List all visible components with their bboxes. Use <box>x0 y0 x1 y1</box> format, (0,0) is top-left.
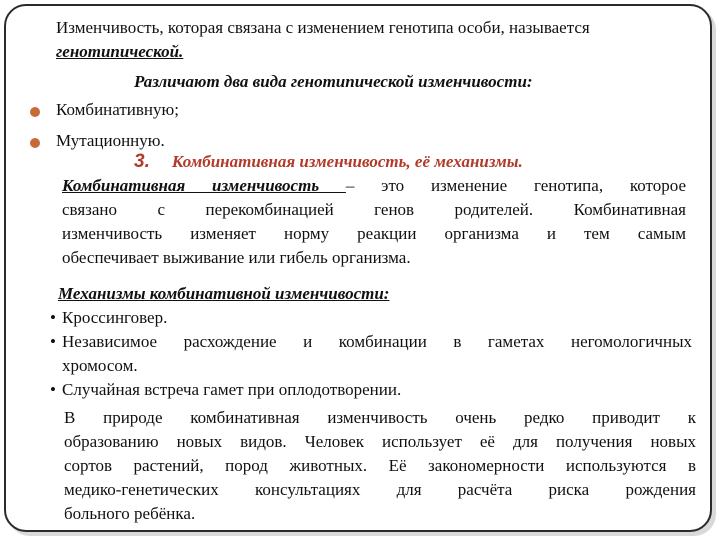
nature-line-5: больного ребёнка. <box>64 504 196 523</box>
type-item-combinative: Комбинативную; <box>56 100 179 119</box>
bullet-dot-icon <box>30 107 40 117</box>
nature-line-2: образованию новых видов. Человек использует её для получения новых <box>64 432 696 451</box>
section-title: Комбинативная изменчивость, её механизмы. <box>171 152 523 171</box>
types-heading: Различают два вида генотипической изменчивости: <box>134 72 533 91</box>
mechanism-bullet-icon: • <box>50 380 56 399</box>
mechanism-item-crossingover: Кроссинговер. <box>62 308 168 327</box>
nature-line-1: В природе комбинативная изменчивость очень редко приводит к <box>64 408 696 427</box>
definition-line-2: связано с перекомбинацией генов родителей. Комбинативная <box>62 200 686 219</box>
intro-line <box>56 16 696 40</box>
definition-line-4: обеспечивает выживание или гибель организма. <box>62 248 411 267</box>
section-heading <box>134 150 523 174</box>
definition-line-1 <box>62 174 686 198</box>
mechanism-bullet-icon: • <box>50 308 56 327</box>
type-item-mutational: Мутационную. <box>56 131 165 150</box>
intro-text: Изменчивость, которая связана с изменением генотипа особи, называется <box>56 18 590 37</box>
definition-line1-rest: – это изменение генотипа, которое <box>345 176 686 195</box>
definition-term: Комбинативная изменчивость <box>62 176 346 195</box>
definition-line-3: изменчивость изменяет норму реакции организма и тем самым <box>62 224 686 243</box>
mechanisms-heading: Механизмы комбинативной изменчивости: <box>58 284 390 303</box>
intro-term: генотипической. <box>56 42 184 61</box>
mechanism-item-independent: Независимое расхождение и комбинации в гаметах негомологичных <box>62 332 692 351</box>
nature-line-4: медико-генетических консультациях для расчёта риска рождения <box>64 480 696 499</box>
nature-line-3: сортов растений, пород животных. Её закономерности используются в <box>64 456 696 475</box>
mechanism-item-random: Случайная встреча гамет при оплодотворении. <box>62 380 402 399</box>
mechanism-bullet-icon: • <box>50 332 56 351</box>
mechanism-item-independent-cont: хромосом. <box>62 356 138 375</box>
bullet-dot-icon <box>30 138 40 148</box>
section-number: 3. <box>134 151 150 172</box>
